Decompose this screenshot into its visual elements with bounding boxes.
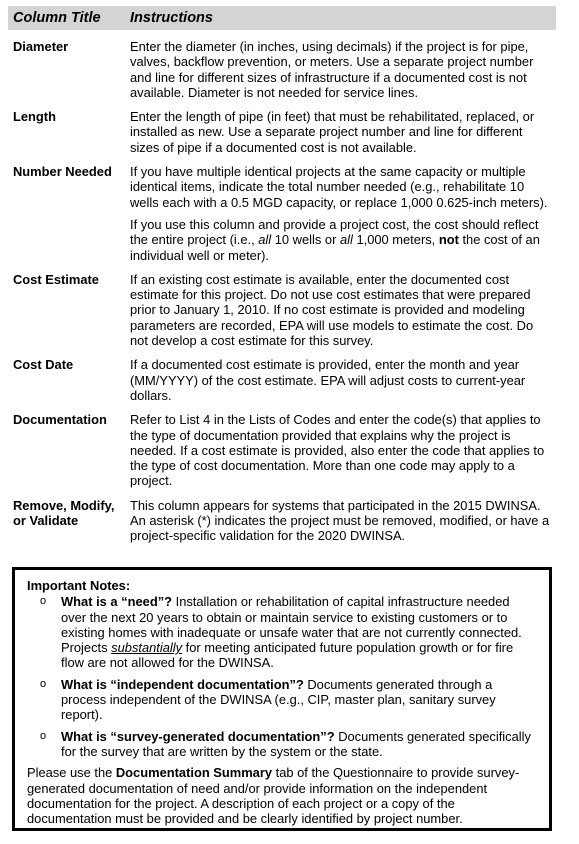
instruction-text: If a documented cost estimate is provided, enter the month and year (MM/YYYY) of the cost estimate. EPA will adjust costs to current-year dollars. [130,357,526,403]
row-title: Cost Date [13,357,74,373]
instruction-text [130,217,551,263]
row-title: Remove, Modify, or Validate [13,497,115,529]
row-title: Number Needed [13,164,112,180]
emphasis-substantially: substantially [111,640,183,656]
table-header-row [8,6,556,30]
instruction-text: If an existing cost estimate is available, enter the documented cost estimate for this project. Do not use cost estimates that were prepared prior to January 1, 2010. If no cost estimate is provided and modeling parameters are recorded, EPA will use models to estimate the cost. Do not develop a cost estimate for this survey. [130,271,534,349]
table-row [8,30,556,100]
table-row [8,263,556,348]
row-title: Diameter [13,39,69,54]
text-run: 10 wells or [271,232,340,248]
instruction-text: This column appears for systems that participated in the 2015 DWINSA. An asterisk (*) indicates the project must be removed, modified, or have a project-specific validation for the 2020 DWINSA. [130,497,550,544]
column-title-header: Column Title [8,6,125,30]
note-text: Documents generated specifically for the survey that are written by the system or the state. [61,728,531,759]
row-instructions [125,263,556,348]
row-instructions [125,30,556,100]
bullet-icon: o [40,595,47,608]
emphasis-all: all [258,232,272,248]
emphasis-not: not [438,232,459,248]
closing-text: Please use the [27,765,116,781]
row-instructions [125,155,556,263]
text-run: 1,000 meters, [352,232,439,248]
row-instructions [125,403,556,488]
notes-list [27,594,537,759]
instruction-text: If you have multiple identical projects at the same capacity or multiple identical items, indicate the total number needed (e.g., rehabilitate 10 wells each with a 0.5 MGD capacity, or replace 1,000 0.625-inch meters). [130,164,548,210]
note-term: What is “survey-generated documentation”? [61,728,335,744]
instruction-text: Refer to List 4 in the Lists of Codes and enter the code(s) that applies to the type of documentation provided that explains why the project is needed. If a cost estimate is provided, also enter the code that applies to the type of cost documentation. More than one code may apply to a project. [130,412,545,489]
table-row [8,155,556,263]
text-run: the cost of an individual well or meter). [130,232,540,263]
closing-paragraph [27,765,537,826]
row-instructions [125,100,556,155]
table-row [8,100,556,155]
instructions-header: Instructions [125,6,556,30]
important-notes-box [12,567,552,831]
list-item [27,677,537,723]
bullet-icon: o [40,729,47,742]
row-title: Documentation [13,412,107,428]
list-item [27,594,537,670]
note-text: Installation or rehabilitation of capital infrastructure needed over the next 20 years to obtain or maintain service to existing customers or to existing homes with inadequate or unsafe water that are not currently connected. Projects [61,594,522,656]
closing-text: tab of the Questionnaire to provide survey-generated documentation of need and/or provide information on the independent documentation for the project. A description of each project or a copy of the documentation must be provided and be clearly identified by project number. [27,765,520,827]
instruction-text: Enter the length of pipe (in feet) that must be rehabilitated, replaced, or installed as new. Use a separate project number and line for different sizes of pipe if a documented cost is not available. [130,109,535,155]
note-term: What is a “need”? [61,594,173,610]
text-run: If you use this column and provide a project cost, the cost should reflect the entire project (i.e., [130,216,539,248]
instruction-text: Enter the diameter (in inches, using decimals) if the project is for pipe, valves, backflow prevention, or meters. Use a separate project number and line for different sizes of infrastructure if a documented cost is not available. Diameter is not needed for service lines. [130,39,534,100]
emphasis-all: all [339,232,353,248]
note-text: for meeting anticipated future population growth or for fire flow are not allowed for the DWINSA. [61,640,514,671]
note-text: Documents generated through a process independent of the DWINSA (e.g., CIP, master plan, sanitary survey report). [61,676,496,723]
table-row [8,403,556,488]
table-row [8,348,556,403]
row-title: Length [13,109,56,125]
instructions-page [8,6,556,544]
bullet-icon: o [40,677,47,690]
row-instructions [125,348,556,403]
documentation-summary-label: Documentation Summary [115,765,273,781]
column-instructions-table [8,6,556,544]
list-item [27,729,537,760]
note-term: What is “independent documentation”? [61,676,304,692]
row-instructions [125,489,556,544]
row-title: Cost Estimate [13,271,99,287]
table-row [8,489,556,544]
notes-heading: Important Notes: [27,578,131,593]
